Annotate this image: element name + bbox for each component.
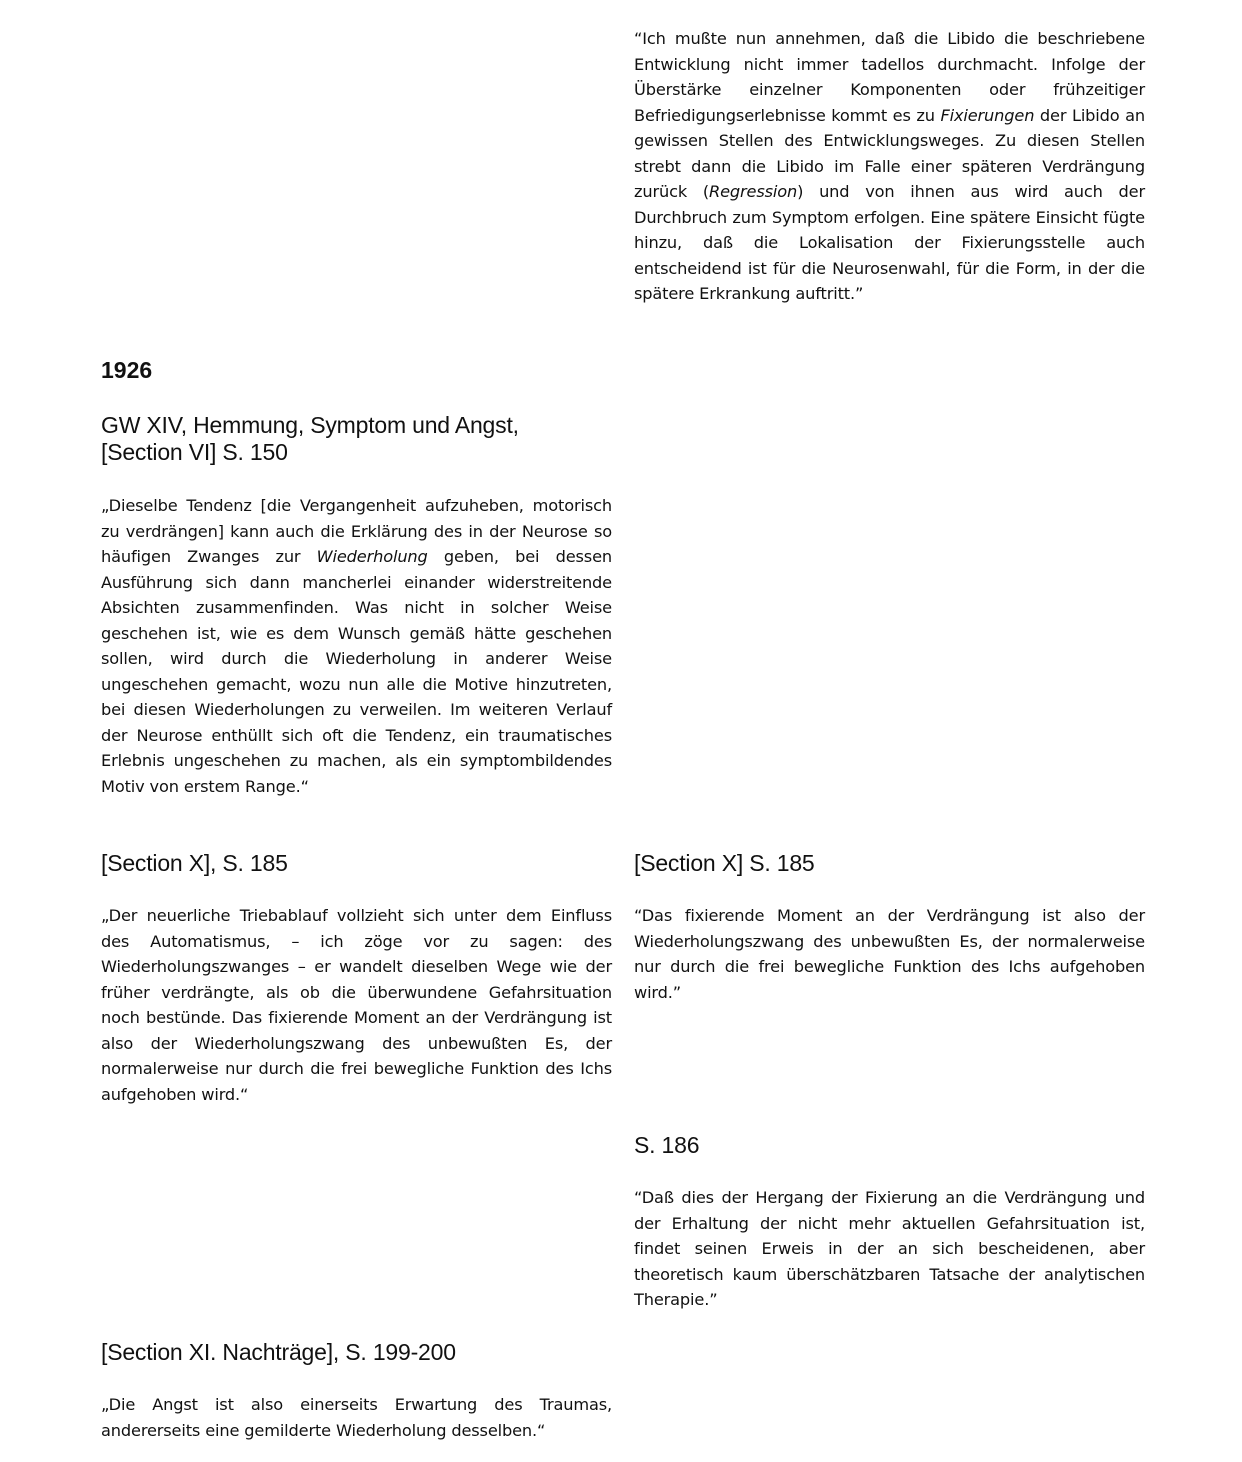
left-section10-heading-block bbox=[101, 850, 612, 877]
right-top-quote-block bbox=[634, 26, 1145, 307]
quote-italic-term: Regression bbox=[709, 182, 798, 201]
right-section10-quote: “Das fixierende Moment an der Verdrängung ist also der Wiederholungszwang des unbewußten Es, der normalerweise nur durch die frei bewegliche Funktion des Ichs aufgehoben wird.” bbox=[634, 906, 1145, 1002]
right-s186-heading: S. 186 bbox=[634, 1132, 700, 1158]
right-s186-quote-block bbox=[634, 1185, 1145, 1313]
quote-text: „Dieselbe Tendenz [die Vergangenheit aufzuheben, motorisch zu verdrängen] kann auch die Erklärung des in der Neurose so häufigen Zwanges zur bbox=[101, 496, 612, 566]
right-s186-heading-block bbox=[634, 1132, 1145, 1159]
quote-text: geben, bei dessen Ausführung sich dann mancherlei einander widerstreitende Absichten zusammenfinden. Was nicht in solcher Weise geschehen ist, wie es dem Wunsch gemäß hätte geschehen sollen, wird durch die Wiederholung in anderer Weise ungeschehen gemacht, wozu nun alle die Motive hinzutreten, bei diesen Wiederholungen zu verweilen. Im weiteren Verlauf der Neurose enthüllt sich oft die Tendenz, ein traumatisches Erlebnis ungeschehen zu machen, als ein symptombildendes Motiv von erstem Range.“ bbox=[101, 547, 612, 796]
section11-heading: [Section XI. Nachträge], S. 199-200 bbox=[101, 1339, 456, 1365]
quote-italic-term: Fixierungen bbox=[940, 105, 1035, 125]
section11-heading-block bbox=[101, 1339, 612, 1366]
right-section10-quote-block bbox=[634, 903, 1145, 1005]
section11-quote: „Die Angst ist also einerseits Erwartung des Traumas, andererseits eine gemilderte Wiederholung desselben.“ bbox=[101, 1395, 612, 1440]
year-heading: 1926 bbox=[101, 357, 153, 383]
left-section10-heading: [Section X], S. 185 bbox=[101, 850, 288, 876]
work-heading-line2: [Section VI] S. 150 bbox=[101, 439, 288, 465]
right-section10-heading-block bbox=[634, 850, 1145, 877]
right-section10-heading: [Section X] S. 185 bbox=[634, 850, 815, 876]
right-s186-quote: “Daß dies der Hergang der Fixierung an die Verdrängung und der Erhaltung der nicht mehr aktuellen Gefahrsituation ist, findet seinen Erweis in der an sich bescheidenen, aber theoretisch kaum überschätzbaren Tatsache der analytischen Therapie.” bbox=[634, 1188, 1145, 1309]
left-section10-quote-block bbox=[101, 903, 612, 1107]
left-section10-quote: „Der neuerliche Triebablauf vollzieht sich unter dem Einfluss des Automatismus, – ich zöge vor zu sagen: des Wiederholungszwanges – er wandelt dieselben Wege wie der früher verdrängte, als ob die überwundene Gefahrsituation noch bestünde. Das fixierende Moment an der Verdrängung ist also der Wiederholungszwang des unbewußten Es, der normalerweise nur durch die frei bewegliche Funktion des Ichs aufgehoben wird.“ bbox=[101, 906, 612, 1104]
section11-quote-block bbox=[101, 1392, 612, 1443]
quote-text: der Libido an gewissen Stellen des Entwicklungsweges. Zu diesen Stellen strebt dann die Libido im Falle einer späteren Verdrängung zurück ( bbox=[634, 105, 1146, 201]
quote-text: “Ich mußte nun annehmen, daß die Libido die beschriebene Entwicklung nicht immer tadellos durchmacht. Infolge der Überstärke einzelner Komponenten oder frühzeitiger Befriedigungserlebnisse kommt es zu bbox=[634, 29, 1145, 125]
work-heading-block bbox=[101, 412, 612, 466]
quote-italic-term: Wiederholung bbox=[316, 547, 428, 566]
work-heading-line1: GW XIV, Hemmung, Symptom und Angst, bbox=[101, 412, 519, 438]
quote-text: ) und von ihnen aus wird auch der Durchbruch zum Symptom erfolgen. Eine spätere Einsicht fügte hinzu, daß die Lokalisation der Fixierungsstelle auch entscheidend ist für die Neurosenwahl, für die Form, in der die spätere Erkrankung auftritt.” bbox=[634, 182, 1145, 303]
section6-quote-block bbox=[101, 493, 612, 799]
right-top-quote bbox=[634, 26, 1145, 307]
section6-quote bbox=[101, 493, 612, 799]
year-block bbox=[101, 357, 612, 384]
